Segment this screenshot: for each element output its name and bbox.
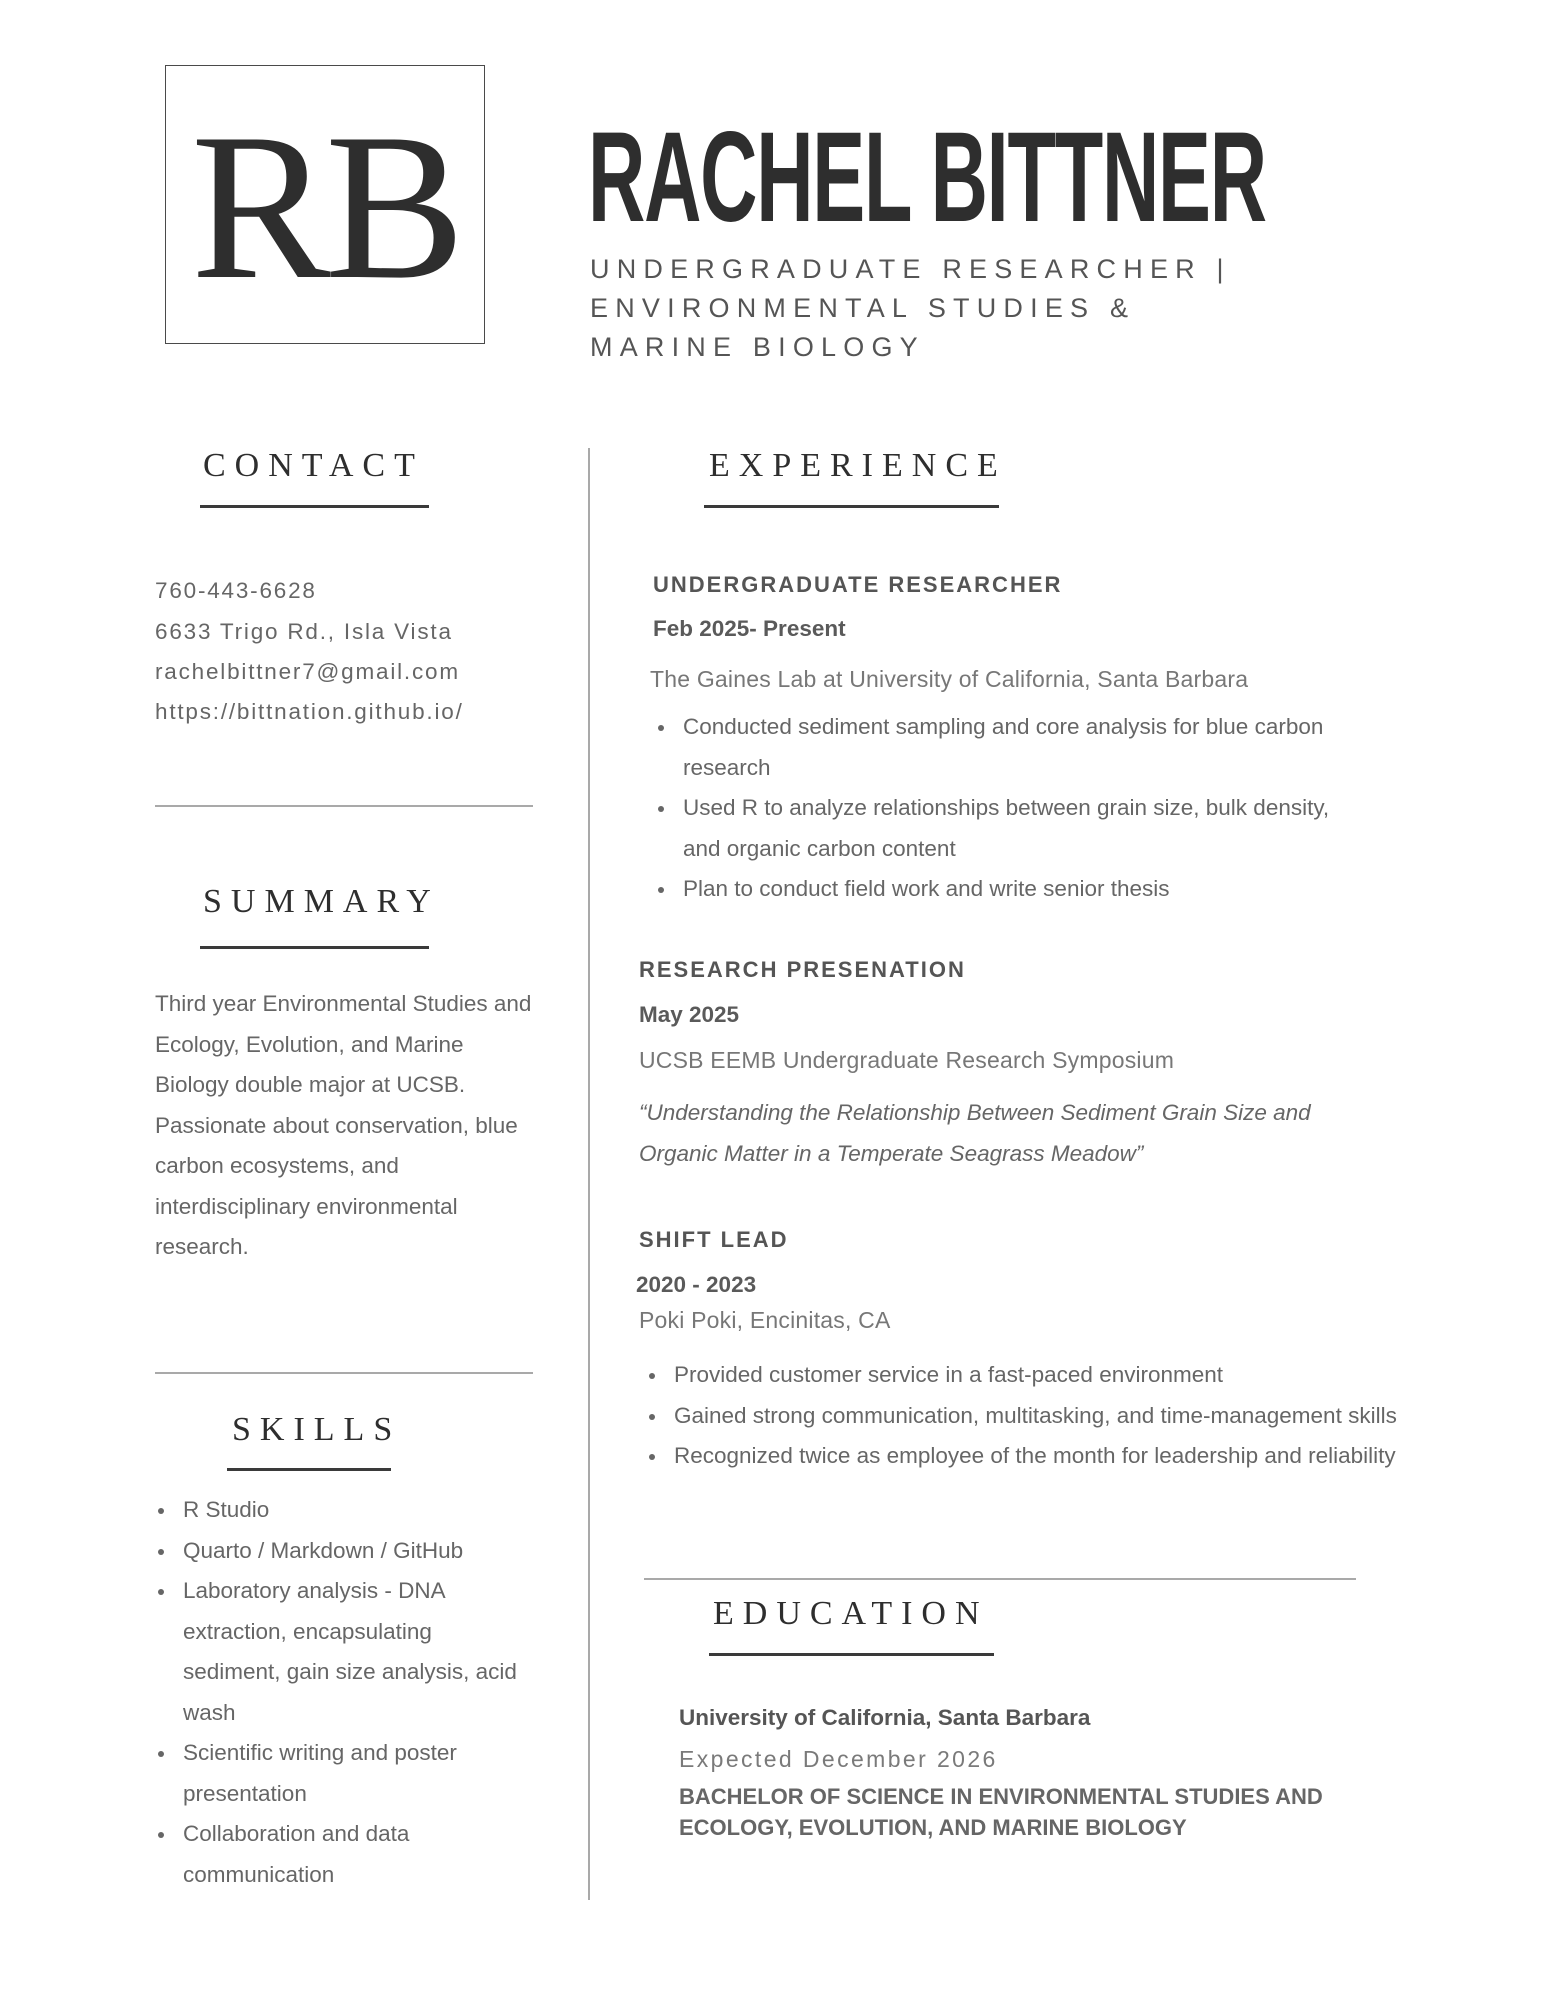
contact-email[interactable]: rachelbittner7@gmail.com — [155, 659, 460, 684]
job-bullet: Used R to analyze relationships between grain size, bulk density, and organic carbon content — [683, 788, 1363, 869]
job-bullet: Recognized twice as employee of the month for leadership and reliability — [674, 1436, 1454, 1477]
job-organization: The Gaines Lab at University of California, Santa Barbara — [650, 666, 1249, 692]
job-organization: Poki Poki, Encinitas, CA — [639, 1307, 891, 1333]
job-bullet: Provided customer service in a fast-paced environment — [674, 1355, 1454, 1396]
contact-address: 6633 Trigo Rd., Isla Vista — [155, 619, 453, 644]
education-school: University of California, Santa Barbara — [679, 1705, 1091, 1730]
education-degree: BACHELOR OF SCIENCE IN ENVIRONMENTAL STUDIES AND ECOLOGY, EVOLUTION, AND MARINE BIOLOGY — [679, 1784, 1323, 1840]
job-bullets — [674, 1355, 1454, 1477]
job-bullet: Conducted sediment sampling and core analysis for blue carbon research — [683, 707, 1363, 788]
job-title: SHIFT LEAD — [639, 1227, 789, 1252]
section-divider — [155, 1372, 533, 1374]
resume-name: RACHEL BITTNER — [588, 106, 1266, 249]
job-bullets — [683, 707, 1363, 910]
presentation-title — [639, 1092, 1359, 1174]
job-title: RESEARCH PRESENATION — [639, 957, 966, 982]
summary-text: Third year Environmental Studies and Ecology, Evolution, and Marine Biology double major at UCSB. Passionate about conservation, blue carbon ecosystems, and interdisciplinary environmental research. — [155, 991, 532, 1259]
job-bullet: Gained strong communication, multitasking, and time-management skills — [674, 1396, 1454, 1437]
subtitle-line: MARINE BIOLOGY — [590, 332, 925, 362]
summary-heading: SUMMARY — [203, 883, 440, 920]
skills-heading: SKILLS — [232, 1411, 402, 1448]
experience-heading-underline — [704, 505, 999, 508]
skill-item: Scientific writing and poster presentation — [183, 1733, 523, 1814]
skill-item: Collaboration and data communication — [183, 1814, 523, 1895]
job-date: Feb 2025- Present — [653, 616, 846, 641]
resume-subtitle — [590, 250, 1231, 367]
job-organization: UCSB EEMB Undergraduate Research Symposium — [639, 1047, 1175, 1073]
education-expected-date: Expected December 2026 — [679, 1746, 998, 1772]
education-heading: EDUCATION — [713, 1595, 989, 1632]
job-bullet: Plan to conduct field work and write senior thesis — [683, 869, 1363, 910]
skill-item: Quarto / Markdown / GitHub — [183, 1531, 523, 1572]
skill-item: Laboratory analysis - DNA extraction, encapsulating sediment, gain size analysis, acid wash — [183, 1571, 523, 1733]
section-divider — [155, 805, 533, 807]
skills-heading-underline — [227, 1468, 391, 1471]
subtitle-line: ENVIRONMENTAL STUDIES & — [590, 293, 1136, 323]
contact-heading: CONTACT — [203, 447, 424, 484]
monogram-initials: RB — [190, 91, 460, 323]
job-title: UNDERGRADUATE RESEARCHER — [653, 572, 1063, 597]
job-date: 2020 - 2023 — [636, 1272, 757, 1297]
skills-list — [183, 1490, 523, 1895]
summary-heading-underline — [200, 946, 429, 949]
section-divider — [644, 1578, 1356, 1580]
skill-item: R Studio — [183, 1490, 523, 1531]
job-date: May 2025 — [639, 1002, 740, 1027]
presentation-title-line: Organic Matter in a Temperate Seagrass Meadow” — [639, 1141, 1144, 1166]
subtitle-line: UNDERGRADUATE RESEARCHER | — [590, 254, 1231, 284]
presentation-title-line: “Understanding the Relationship Between Sediment Grain Size and — [639, 1100, 1311, 1125]
contact-heading-underline — [200, 505, 429, 508]
contact-website[interactable]: https://bittnation.github.io/ — [155, 699, 464, 724]
experience-heading: EXPERIENCE — [709, 447, 1007, 484]
education-heading-underline — [709, 1653, 994, 1656]
column-divider — [588, 448, 590, 1900]
contact-phone: 760-443-6628 — [155, 578, 317, 603]
monogram-box — [165, 65, 485, 344]
